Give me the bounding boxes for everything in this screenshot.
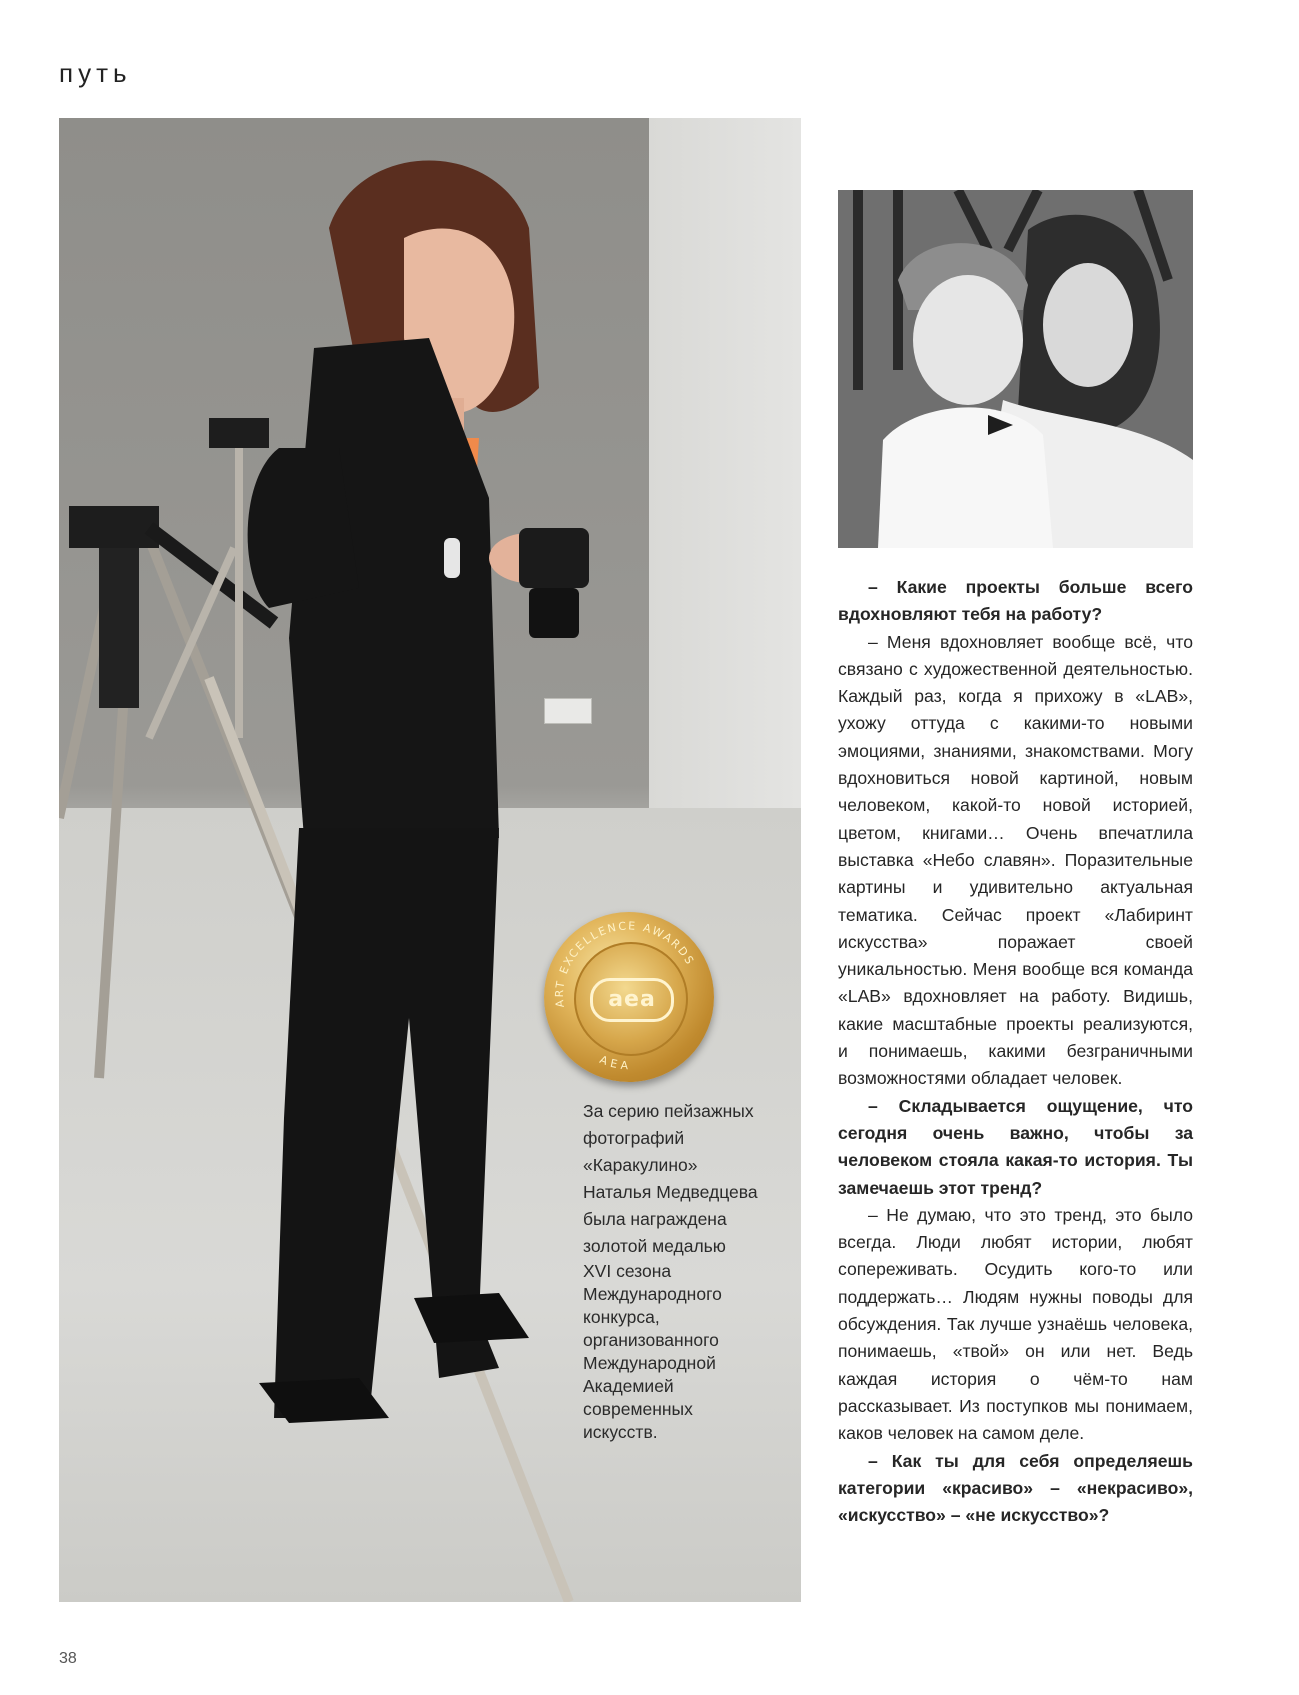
caption-line: фотографий [583,1128,685,1148]
svg-text:AEA [598,1053,633,1072]
caption-line: искусств. [583,1422,658,1442]
caption-line: была награждена [583,1209,727,1229]
medal-ring-label: ART EXCELLENCE AWARDS [552,919,698,1009]
caption-line: Наталья Медведцева [583,1182,758,1202]
side-photo [838,190,1193,548]
caption-line: Международного [583,1284,722,1304]
svg-text:ART EXCELLENCE AWARDS [553,919,697,1008]
answer-1: – Меня вдохновляет вообще всё, что связано с художественной деятельностью. Каждый раз, когда я прихожу в «LAB», ухожу оттуда с какими-то новыми эмоциями, знаниями, знакомствами. Могу вдохновиться новой картиной, новым человеком, какой-то новой историей, цветом, книгами… Очень впечатлила выставка «Небо славян». Поразительные картины и удивительно актуальная тематика. Сейчас проект «Лабиринт искусства» поражает своей уникальностью. Меня вообще вся команда «LAB» вдохновляет на работу. Видишь, какие масштабные проекты реализуются, и понимаешь, какими безграничными возможностями обладает человек. [838,631,1193,1089]
article-text [838,574,1193,1529]
caption-line: Международной [583,1353,716,1373]
caption-line: Академией [583,1376,674,1396]
photo-caption [583,1098,793,1444]
caption-line: конкурса, [583,1307,660,1327]
caption-line: «Каракулино» [583,1155,698,1175]
page-number: 38 [59,1650,77,1667]
medal-logo: aea [590,978,674,1022]
answer-2: – Не думаю, что это тренд, это было всегда. Люди любят истории, любят сопереживать. Осудить кого-то или поддержать… Людям нужны поводы для обсуждения. Так лучше узнаёшь человека, понимаешь, «твой» он или нет. Ведь каждая история о чём-то нам рассказывает. Из поступков мы понимаем, каков человек на самом деле. [838,1204,1193,1444]
section-title: путь [59,58,132,88]
question-1: – Какие проекты больше всего вдохновляют тебя на работу? [838,577,1193,625]
gold-medal [544,912,714,1082]
medal-ring-text [544,912,714,1082]
caption-line: золотой медалью [583,1236,726,1256]
caption-line: За серию пейзажных [583,1101,754,1121]
question-3: – Как ты для себя определяешь категории «красиво» – «некрасиво», «искусство» – «не искусство»? [838,1450,1193,1526]
caption-line: организованного [583,1330,719,1350]
portrait-illustration [838,190,1193,548]
caption-line: XVI сезона [583,1261,672,1281]
caption-line: современных [583,1399,693,1419]
question-2: – Складывается ощущение, что сегодня очень важно, чтобы за человеком стояла какая-то история. Ты замечаешь этот тренд? [838,1095,1193,1198]
medal-bottom-label: AEA [597,1052,633,1073]
